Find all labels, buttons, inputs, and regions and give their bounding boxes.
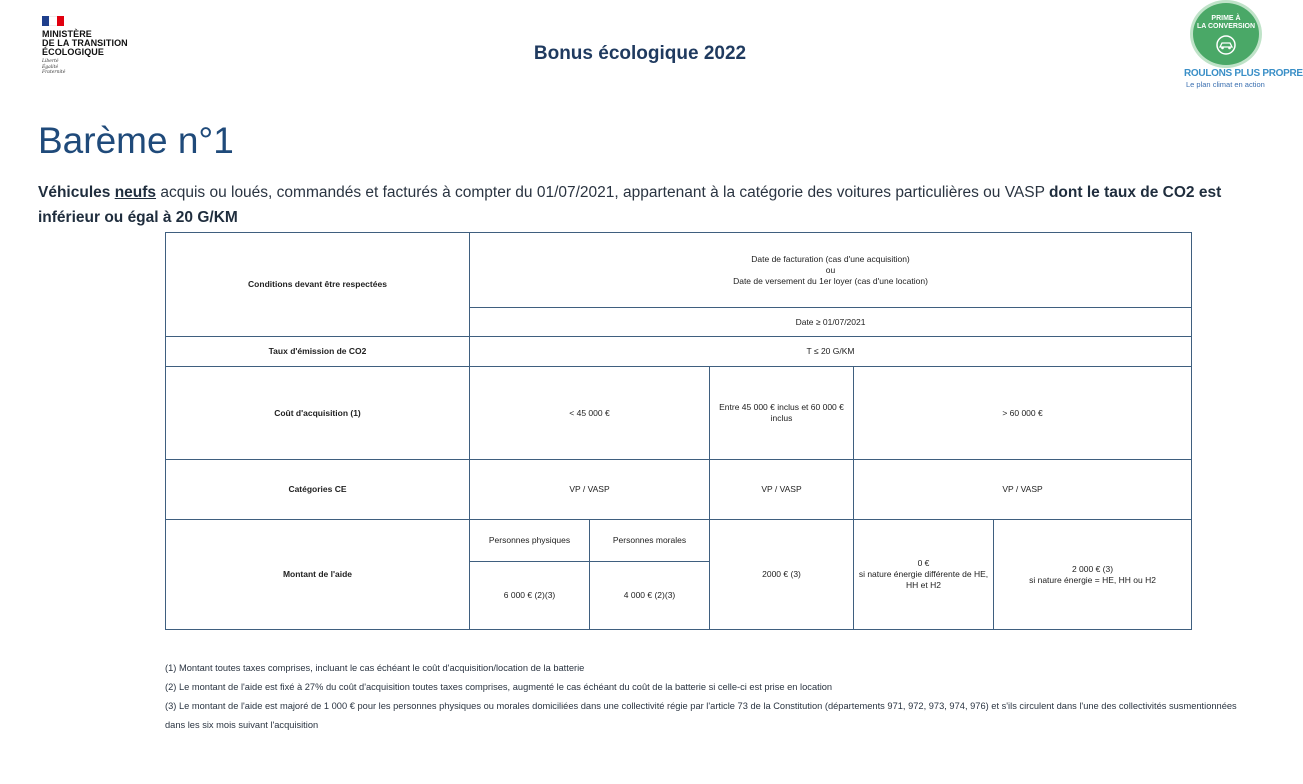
intro-bold-start: Véhicules [38, 184, 115, 201]
document-title: Bonus écologique 2022 [533, 43, 747, 64]
aid-moral-cell: 4 000 € (2)(3) [590, 562, 710, 630]
cost-low-cell: < 45 000 € [470, 367, 710, 460]
intro-bold-end: dont le taux de CO2 est inférieur ou égal à 20 G/KM [38, 184, 1222, 226]
footnotes [165, 659, 1255, 735]
co2-value-cell: T ≤ 20 G/KM [470, 337, 1192, 367]
french-flag-icon [42, 16, 64, 26]
tagline: Le plan climat en action [1186, 80, 1265, 89]
footnote-2: (2) Le montant de l'aide est fixé à 27% du coût d'acquisition toutes taxes comprises, augmenté le cas échéant du coût de la batterie si celle-ci est prise en location [165, 682, 833, 692]
conversion-bonus-logo [1180, 0, 1303, 96]
conversion-badge [1190, 0, 1262, 68]
cost-mid-cell: Entre 45 000 € inclus et 60 000 € inclus [710, 367, 854, 460]
aid-high-a-cell: 0 € si nature énergie différente de HE, HH et H2 [854, 520, 994, 630]
cost-label-cell: Coût d'acquisition (1) [166, 367, 470, 460]
date-header-cell: Date de facturation (cas d'une acquisition) ou Date de versement du 1er loyer (cas d'une location) [470, 233, 1192, 308]
co2-label-cell: Taux d'émission de CO2 [166, 337, 470, 367]
cat-high-cell: VP / VASP [854, 460, 1192, 520]
intro-paragraph [38, 180, 1253, 230]
intro-body: acquis ou loués, commandés et facturés à compter du 01/07/2021, appartenant à la catégorie des voitures particulières ou VASP [156, 184, 1049, 201]
badge-line-2: LA CONVERSION [1196, 23, 1256, 30]
aid-label-cell: Montant de l'aide [166, 520, 470, 630]
cat-low-cell: VP / VASP [470, 460, 710, 520]
aid-mid-cell: 2000 € (3) [710, 520, 854, 630]
date-condition-cell: Date ≥ 01/07/2021 [470, 308, 1192, 337]
conditions-label-cell: Conditions devant être respectées [166, 233, 470, 337]
cat-mid-cell: VP / VASP [710, 460, 854, 520]
republic-motto: Liberté Égalité Fraternité [42, 59, 66, 75]
ministry-name-line-3: ÉCOLOGIQUE [42, 47, 105, 57]
cost-high-cell: > 60 000 € [854, 367, 1192, 460]
footnote-1: (1) Montant toutes taxes comprises, incluant le cas échéant le coût d'acquisition/location de la batterie [165, 663, 585, 673]
aid-high-b-cell: 2 000 € (3) si nature énergie = HE, HH ou H2 [994, 520, 1192, 630]
page-heading: Barème n°1 [38, 120, 234, 161]
slogan: ROULONS PLUS PROPRE [1184, 68, 1303, 79]
persons-physical-header: Personnes physiques [470, 520, 590, 562]
car-icon [1213, 35, 1239, 55]
ministry-name-line-1: MINISTÈRE [42, 29, 92, 39]
ministry-name-line-2: DE LA TRANSITION [42, 38, 128, 48]
aid-physical-cell: 6 000 € (2)(3) [470, 562, 590, 630]
bonus-table [165, 232, 1192, 630]
categories-label-cell: Catégories CE [166, 460, 470, 520]
badge-line-1: PRIME À [1211, 15, 1241, 22]
footnote-3: (3) Le montant de l'aide est majoré de 1 000 € pour les personnes physiques ou morales domiciliées dans une collectivité régie par l'article 73 de la Constitution (départements 971, 972, 973, 974, 976) et s'ils circulent dans l'une des collectivités susmentionnées dans les six mois suivant l'acquisition [165, 701, 1237, 730]
intro-underlined: neufs [114, 184, 157, 201]
persons-moral-header: Personnes morales [590, 520, 710, 562]
